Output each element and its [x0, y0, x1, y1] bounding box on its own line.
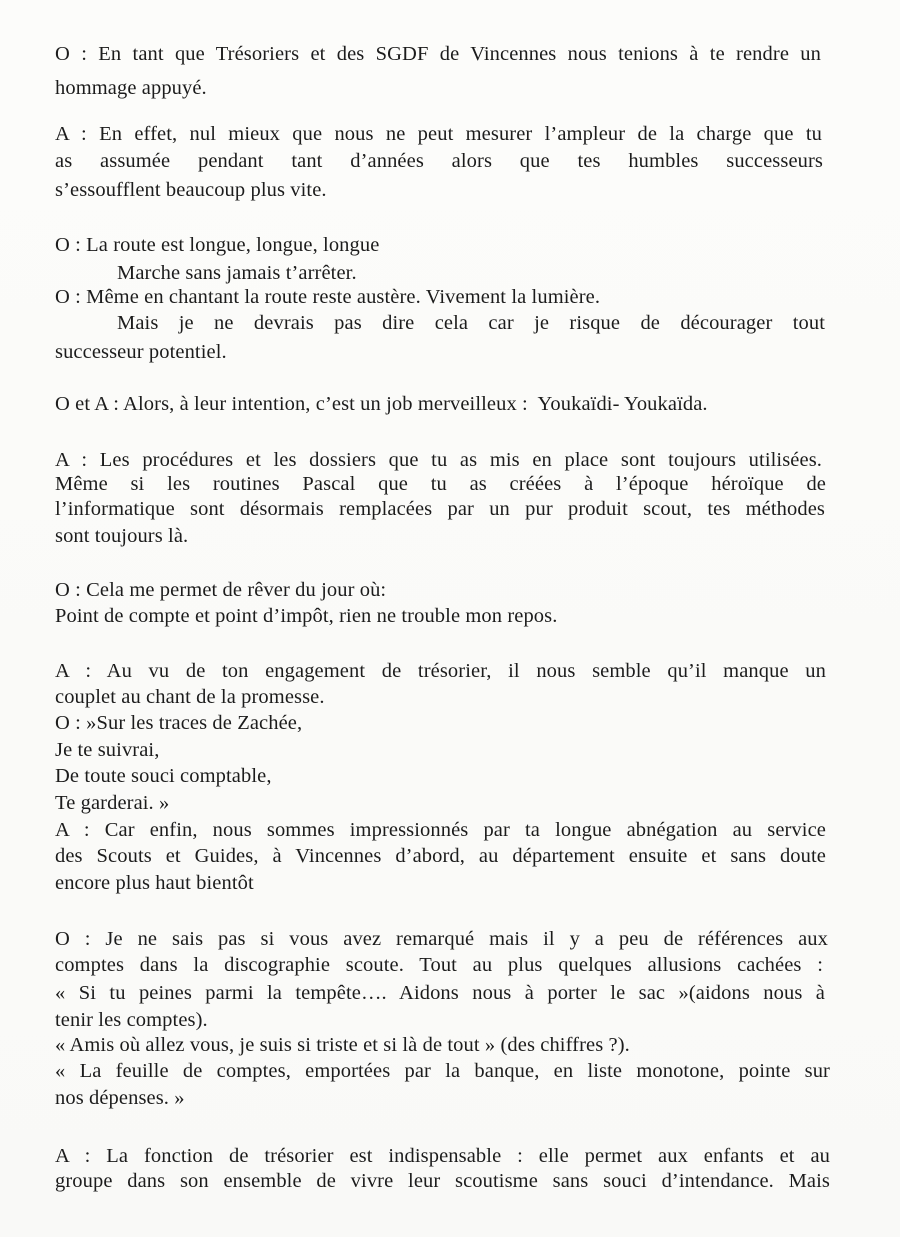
- text-line: Point de compte et point d’impôt, rien ne trouble mon repos.: [55, 605, 558, 627]
- text-line: Marche sans jamais t’arrêter.: [117, 262, 357, 284]
- text-line: s’essoufflent beaucoup plus vite.: [55, 179, 327, 201]
- text-line: O : Même en chantant la route reste austère. Vivement la lumière.: [55, 286, 601, 308]
- text-line: l’informatique sont désormais remplacées par un pur produit scout, tes méthodes: [55, 498, 825, 520]
- text-line: O : »Sur les traces de Zachée,: [55, 712, 303, 734]
- text-line: O et A : Alors, à leur intention, c’est un job merveilleux : Youkaïdi- Youkaïda.: [55, 393, 708, 415]
- text-line: Mais je ne devrais pas dire cela car je risque de décourager tout: [117, 312, 825, 334]
- text-line: couplet au chant de la promesse.: [55, 686, 325, 708]
- text-line: « Si tu peines parmi la tempête…. Aidons nous à porter le sac »(aidons nous à: [55, 982, 825, 1004]
- text-line: « La feuille de comptes, emportées par la banque, en liste monotone, pointe sur: [55, 1060, 830, 1082]
- text-line: O : La route est longue, longue, longue: [55, 234, 380, 256]
- text-line: A : Les procédures et les dossiers que tu as mis en place sont toujours utilisées.: [55, 449, 822, 471]
- text-line: O : Je ne sais pas si vous avez remarqué mais il y a peu de références aux: [55, 928, 828, 950]
- text-line: sont toujours là.: [55, 525, 189, 547]
- text-line: O : Cela me permet de rêver du jour où:: [55, 579, 387, 601]
- text-line: Te garderai. »: [55, 792, 170, 814]
- text-line: A : Au vu de ton engagement de trésorier, il nous semble qu’il manque un: [55, 660, 826, 682]
- text-line: encore plus haut bientôt: [55, 872, 254, 894]
- text-line: des Scouts et Guides, à Vincennes d’abord, au département ensuite et sans doute: [55, 845, 826, 867]
- text-line: De toute souci comptable,: [55, 765, 272, 787]
- text-line: nos dépenses. »: [55, 1087, 185, 1109]
- text-line: successeur potentiel.: [55, 341, 227, 363]
- text-line: tenir les comptes).: [55, 1009, 208, 1031]
- text-line: as assumée pendant tant d’années alors que tes humbles successeurs: [55, 150, 823, 172]
- text-line: A : La fonction de trésorier est indispensable : elle permet aux enfants et au: [55, 1145, 830, 1167]
- text-line: A : Car enfin, nous sommes impressionnés par ta longue abnégation au service: [55, 819, 826, 841]
- text-line: Je te suivrai,: [55, 739, 160, 761]
- text-line: groupe dans son ensemble de vivre leur scoutisme sans souci d’intendance. Mais: [55, 1170, 830, 1192]
- text-line: comptes dans la discographie scoute. Tout au plus quelques allusions cachées :: [55, 954, 823, 976]
- text-line: O : En tant que Trésoriers et des SGDF de Vincennes nous tenions à te rendre un: [55, 43, 821, 65]
- text-line: A : En effet, nul mieux que nous ne peut mesurer l’ampleur de la charge que tu: [55, 123, 822, 145]
- text-line: hommage appuyé.: [55, 77, 207, 99]
- text-line: Même si les routines Pascal que tu as créées à l’époque héroïque de: [55, 473, 826, 495]
- text-line: « Amis où allez vous, je suis si triste et si là de tout » (des chiffres ?).: [55, 1034, 630, 1056]
